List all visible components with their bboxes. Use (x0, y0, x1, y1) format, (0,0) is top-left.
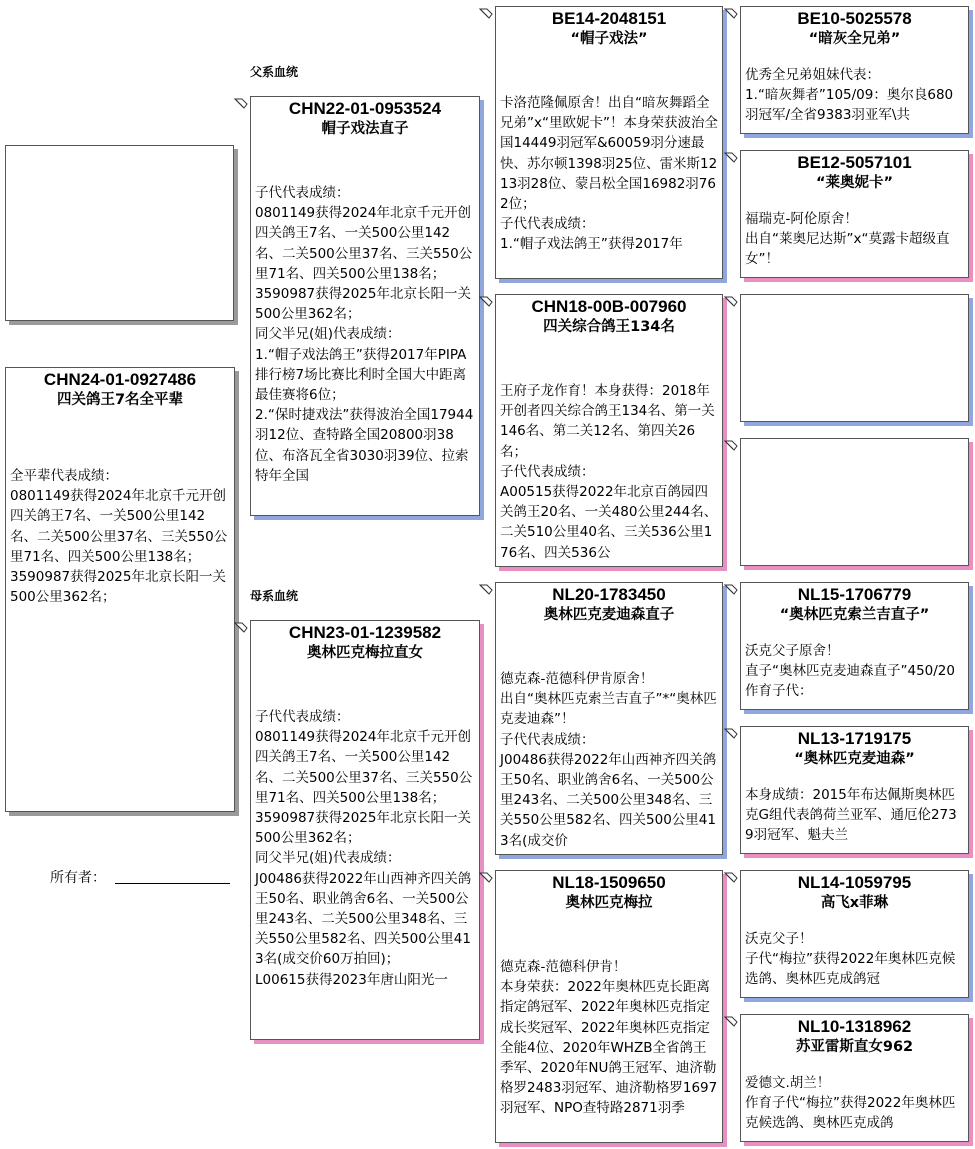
subject-ring: CHN24-01-0927486 (43, 370, 197, 389)
sire-dam-desc: 王府子龙作育！本身获得：2018年开创者四关综合鸽王134名、第一关146名、第二关12名、第四关26名； 子代代表成绩： A00515获得2022年北京百鸽园四关鸽王20名、一关480公里244名、二关510公里40名、三关536公里176名、四关536公 (500, 383, 718, 561)
pointer-icon[interactable] (234, 620, 248, 634)
sire-card[interactable] (250, 96, 480, 516)
owner-label: 所有者： (50, 870, 106, 886)
subject-name: 四关鸽王7名全平辈 (56, 392, 184, 408)
subject-card[interactable] (5, 367, 235, 812)
sss-desc: 优秀全兄弟姐妹代表： 1.“暗灰舞者”105/09：奥尔良680羽冠军/全省9383羽亚军\共 (745, 67, 954, 124)
pointer-icon[interactable] (724, 438, 738, 452)
dds-name: 高飞x菲琳 (820, 895, 889, 911)
pointer-icon[interactable] (724, 1014, 738, 1028)
sdd-card[interactable] (740, 438, 969, 566)
pointer-icon[interactable] (479, 582, 493, 596)
dam-dam-name: 奥林匹克梅拉 (565, 895, 653, 911)
sire-dam-card[interactable] (495, 294, 723, 567)
dss-card[interactable] (740, 582, 969, 710)
sds-card[interactable] (740, 294, 969, 422)
dam-sire-desc: 德克森-范德科伊肯原舍！ 出自“奥林匹克索兰吉直子”*“奥林匹克麦迪森”！ 子代代表成绩： J00486获得2022年山西神齐四关鸽王50名、职业鸽舍6名、一关500公里243名、二关500公里348名、三关550公里582名、四关500公里413名(成交价 (500, 671, 717, 849)
pointer-icon[interactable] (724, 150, 738, 164)
photo-frame (5, 145, 234, 321)
dds-desc: 沃克父子！ 子代“梅拉”获得2022年奥林匹克候选鸽、奥林匹克成鸽冠 (745, 931, 956, 988)
dam-card[interactable] (250, 620, 480, 1040)
dds-card[interactable] (740, 870, 969, 998)
pointer-icon[interactable] (479, 870, 493, 884)
ssd-card[interactable] (740, 150, 969, 278)
pointer-icon[interactable] (724, 294, 738, 308)
owner-field[interactable] (115, 883, 230, 884)
sire-line-label: 父系血统 (250, 65, 299, 79)
sire-sire-ring: BE14-2048151 (551, 9, 667, 28)
pointer-icon[interactable] (479, 6, 493, 20)
dam-ring: CHN23-01-1239582 (288, 623, 442, 642)
sire-dam-ring: CHN18-00B-007960 (531, 297, 687, 316)
dds-ring: NL14-1059795 (797, 873, 912, 892)
ddd-desc: 爱德文.胡兰！ 作育子代“梅拉”获得2022年奥林匹克候选鸽、奥林匹克成鸽 (745, 1075, 956, 1132)
dsd-card[interactable] (740, 726, 969, 854)
pointer-icon[interactable] (724, 6, 738, 20)
dam-sire-name: 奥林匹克麦迪森直子 (543, 607, 675, 623)
sire-sire-card[interactable] (495, 6, 723, 279)
dss-desc: 沃克父子原舍！ 直子“奥林匹克麦迪森直子”450/20作育子代： (745, 643, 955, 700)
pointer-icon[interactable] (724, 582, 738, 596)
pointer-icon[interactable] (724, 870, 738, 884)
dss-name: “奥林匹克索兰吉直子” (779, 607, 930, 623)
sire-sire-name: “帽子戏法” (570, 31, 648, 47)
pointer-icon[interactable] (234, 96, 248, 110)
ssd-name: “莱奥妮卡” (815, 175, 894, 191)
sss-ring: BE10-5025578 (797, 9, 912, 28)
sire-ring: CHN22-01-0953524 (288, 99, 442, 118)
dam-sire-card[interactable] (495, 582, 723, 855)
subject-desc: 全平辈代表成绩： 0801149获得2024年北京千元开创四关鸽王7名、一关500公里142名、二关500公里37名、三关550公里71名、四关500公里138名； 3590987获得2025年北京长阳一关500公里362名； (10, 468, 228, 606)
dam-sire-ring: NL20-1783450 (552, 585, 666, 604)
dsd-name: “奥林匹克麦迪森” (794, 751, 915, 767)
dam-dam-ring: NL18-1509650 (552, 873, 666, 892)
ssd-ring: BE12-5057101 (797, 153, 912, 172)
ssd-desc: 福瑞克-阿伦原舍！ 出自“莱奥尼达斯”x“莫露卡超级直女”！ (745, 211, 950, 268)
sire-desc: 子代代表成绩： 0801149获得2024年北京千元开创四关鸽王7名、一关500公里142名、二关500公里37名、三关550公里71名、四关500公里138名； 3590987获得2025年北京长阳一关500公里362名； 同父半兄(姐)代表成绩： 1.“帽子戏法鸽王”获得2017年PIPA排行榜7场比赛比利时全国大中距离最佳赛将6位； 2.“保时捷戏法”获得波治全国17944羽12位、查特路全国20800羽38位、布洛瓦全省3030羽39位、拉索特年全国 (255, 185, 474, 484)
sire-name: 帽子戏法直子 (321, 121, 409, 137)
pointer-icon[interactable] (479, 294, 493, 308)
ddd-name: 苏亚雷斯直女962 (795, 1039, 914, 1055)
ddd-card[interactable] (740, 1014, 969, 1142)
ddd-ring: NL10-1318962 (797, 1017, 912, 1036)
dam-name: 奥林匹克梅拉直女 (307, 645, 423, 661)
dss-ring: NL15-1706779 (797, 585, 912, 604)
dam-dam-card[interactable] (495, 870, 723, 1143)
sire-sire-desc: 卡洛范隆佩原舍！出自“暗灰舞蹈全兄弟”x“里欧妮卡”！本身荣获波治全国14449羽冠军&60059羽分速最快、苏尔顿1398羽25位、雷米斯1213羽28位、蒙吕松全国16982羽762位； 子代代表成绩： 1.“帽子戏法鸽王”获得2017年 (500, 95, 718, 253)
dam-desc: 子代代表成绩： 0801149获得2024年北京千元开创四关鸽王7名、一关500公里142名、二关500公里37名、三关550公里71名、四关500公里138名； 3590987获得2025年北京长阳一关500公里362名； 同父半兄(姐)代表成绩： J00486获得2022年山西神齐四关鸽王50名、职业鸽舍6名、一关500公里243名、二关500公里348名、三关550公里582名、四关500公里413名(成交价60万拍回)； L00615获得2023年唐山阳光一 (255, 709, 473, 988)
dam-line-label: 母系血统 (250, 589, 299, 603)
dsd-ring: NL13-1719175 (797, 729, 912, 748)
sire-dam-name: 四关综合鸽王134名 (543, 319, 675, 335)
sss-name: “暗灰全兄弟” (808, 31, 901, 47)
dam-dam-desc: 德克森-范德科伊肯！ 本身荣获：2022年奥林匹克长距离指定鸽冠军、2022年奥林匹克指定成长奖冠军、2022年奥林匹克指定全能4位、2020年WHZB全省鸽王季军、2020年NU鸽王冠军、迪济勒格罗2483羽冠军、迪济勒格罗1697羽冠军、NPO查特路2871羽季 (500, 959, 718, 1117)
dsd-desc: 本身成绩：2015年布达佩斯奥林匹克G组代表鸽荷兰亚军、通厄伦2739羽冠军、魁夫兰 (745, 787, 957, 844)
sss-card[interactable] (740, 6, 969, 134)
pointer-icon[interactable] (724, 726, 738, 740)
